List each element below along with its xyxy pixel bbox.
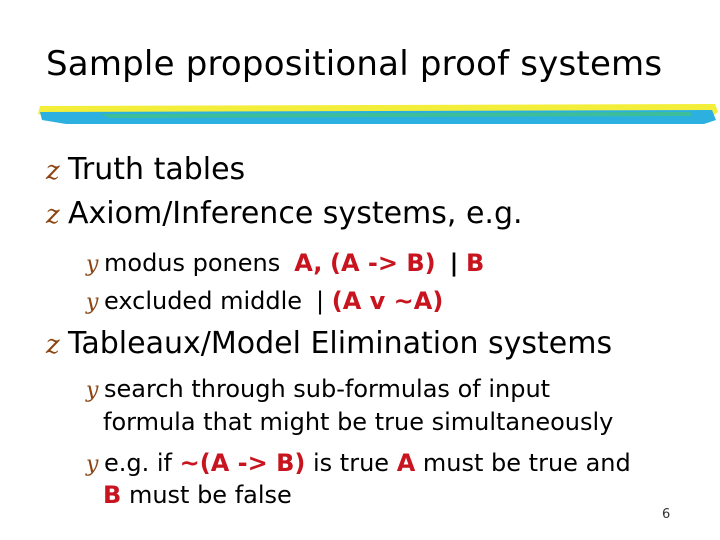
bullet-marker: z xyxy=(46,200,60,230)
bullet-marker: y xyxy=(86,452,99,477)
title-underline xyxy=(0,96,720,136)
bullet-marker: y xyxy=(86,290,99,315)
bullet-marker: y xyxy=(86,252,99,277)
bullet-axiom-inference: z Axiom/Inference systems, e.g. xyxy=(46,196,523,231)
formula-a: A, xyxy=(294,249,323,277)
subbullet-example: y e.g. if ~(A -> B) is true A must be true and xyxy=(86,449,631,477)
subbullet-example-continued: B must be false xyxy=(103,481,292,509)
subbullet-search: y search through sub-formulas of input xyxy=(86,375,551,403)
formula-b: B xyxy=(103,481,122,509)
formula-negation: ~(A -> B) xyxy=(179,449,306,477)
bullet-marker: y xyxy=(86,378,99,403)
turnstile: | xyxy=(316,287,325,315)
subbullet-excluded-middle: y excluded middle | (A v ~A) xyxy=(86,287,444,315)
bullet-marker: z xyxy=(46,156,60,186)
formula-b: B xyxy=(466,249,485,277)
bullet-truth-tables: z Truth tables xyxy=(46,152,246,187)
turnstile: | xyxy=(449,249,459,277)
subbullet-modus-ponens: y modus ponens A, (A -> B) | B xyxy=(86,249,485,277)
formula-implication: (A -> B) xyxy=(330,249,436,277)
subbullet-search-continued: formula that might be true simultaneously xyxy=(103,408,614,436)
bullet-tableaux: z Tableaux/Model Elimination systems xyxy=(46,326,613,361)
slide-title: Sample propositional proof systems xyxy=(46,44,663,84)
page-number: 6 xyxy=(662,507,671,522)
bullet-marker: z xyxy=(46,330,60,360)
formula-excluded-middle: (A v ~A) xyxy=(331,287,444,315)
formula-a: A xyxy=(396,449,416,477)
